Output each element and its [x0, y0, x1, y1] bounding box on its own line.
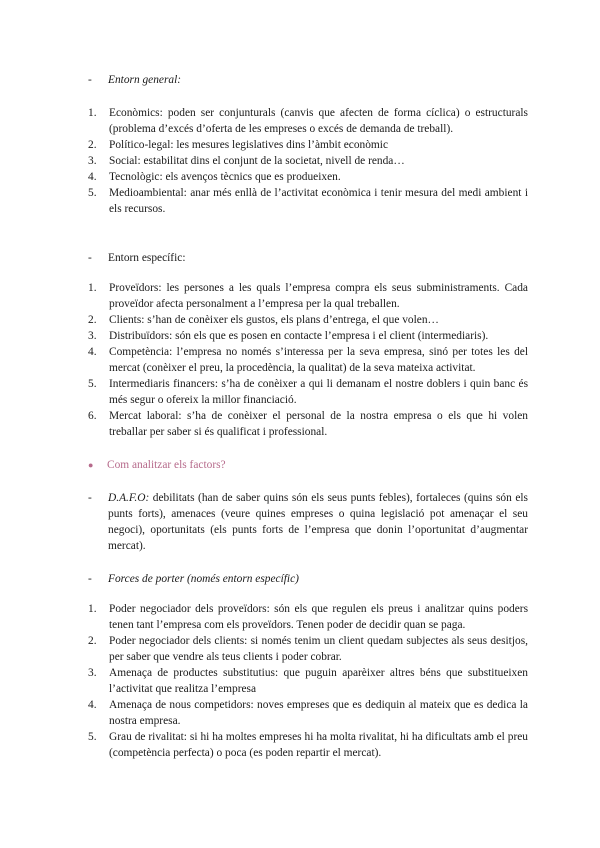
item-text: Político-legal: les mesures legislatives dins l’àmbit econòmic: [109, 139, 389, 151]
item-number: 5.: [88, 378, 97, 390]
item-number: 2.: [88, 139, 97, 151]
question-text: Com analitzar els factors?: [107, 459, 226, 471]
item-text: Tecnològic: els avenços tècnics que es produeixen.: [109, 171, 341, 183]
item-number: 3.: [88, 155, 97, 167]
list-item: [88, 729, 528, 761]
item-text: Proveïdors: les persones a les quals l’empresa compra els seus subministraments. Cada proveïdor afecta personalment a l’empresa per la qual treballen.: [109, 282, 528, 310]
heading-text: Entorn general:: [108, 74, 182, 86]
list-item: [88, 153, 528, 169]
dafo-body: [108, 490, 528, 554]
dash-marker: -: [88, 74, 92, 86]
item-number: 2.: [88, 314, 97, 326]
item-number: 4.: [88, 171, 97, 183]
list-item: [88, 137, 528, 153]
list-item: [88, 185, 528, 217]
dafo-paragraph: [88, 490, 528, 554]
list-item: [88, 344, 528, 376]
list-forces-porter: [88, 601, 528, 761]
heading-text: Forces de porter (només entorn específic): [108, 573, 299, 585]
item-number: 1.: [88, 107, 97, 119]
list-entorn-general: [88, 105, 528, 217]
item-text: Distribuïdors: són els que es posen en contacte l’empresa i el client (intermediaris).: [109, 330, 489, 342]
item-text: Mercat laboral: s’ha de conèixer el personal de la nostra empresa o els que hi volen treballar per saber si és qualificat i professional.: [109, 410, 528, 438]
item-number: 4.: [88, 346, 97, 358]
list-item: [88, 328, 528, 344]
item-text: Clients: s’han de conèixer els gustos, els plans d’entrega, el que volen…: [109, 314, 439, 326]
item-text: Medioambiental: anar més enllà de l’activitat econòmica i tenir mesura del medi ambient i els recursos.: [109, 187, 528, 215]
item-number: 2.: [88, 635, 97, 647]
item-text: Amenaça de productes substitutius: que puguin aparèixer altres béns que substitueixen l’activitat que realitza l’empresa: [109, 667, 528, 695]
list-item: [88, 633, 528, 665]
dash-marker: -: [88, 573, 92, 585]
item-number: 5.: [88, 187, 97, 199]
list-item: [88, 280, 528, 312]
list-item: [88, 601, 528, 633]
item-text: Poder negociador dels proveïdors: són els que regulen els preus i analitzar quins poders tenen tant l’empresa com els proveïdors. Tenen poder de decidir quan se paga.: [109, 603, 528, 631]
item-text: Social: estabilitat dins el conjunt de la societat, nivell de renda…: [109, 155, 405, 167]
heading-text: Entorn específic:: [108, 252, 186, 264]
item-number: 1.: [88, 603, 97, 615]
item-number: 3.: [88, 667, 97, 679]
item-text: Econòmics: poden ser conjunturals (canvis que afecten de forma cíclica) o estructurals (problema d’excés d’oferta de les empreses o excés de demanda de treball).: [109, 107, 528, 135]
item-text: Amenaça de nous competidors: noves empreses que es dediquin al mateix que es dedica la nostra empresa.: [109, 699, 528, 727]
list-item: [88, 665, 528, 697]
dafo-text: debilitats (han de saber quins són els seus punts febles), fortaleces (quins són els punts forts), amenaces (veure quines empreses o quina legislació pot amenaçar el seu negoci), oportunitats (els punts forts de l’empresa que donin l’oportunitat d’augmentar mercat).: [108, 492, 528, 552]
item-number: 5.: [88, 731, 97, 743]
item-number: 6.: [88, 410, 97, 422]
list-item: [88, 376, 528, 408]
item-number: 3.: [88, 330, 97, 342]
list-item: [88, 169, 528, 185]
bullet-icon: ●: [88, 460, 94, 470]
item-text: Poder negociador dels clients: si només tenim un client quedam subjectes als seus desitjos, per saber que vendre als teus clients i poder cobrar.: [109, 635, 528, 663]
dash-marker: -: [88, 252, 92, 264]
dafo-label: D.A.F.O:: [108, 492, 150, 504]
item-text: Intermediaris financers: s’ha de conèixer a qui li demanam el nostre doblers i quin banc és més segur o ofereix la millor financiació.: [109, 378, 528, 406]
list-entorn-especific: [88, 280, 528, 440]
list-item: [88, 105, 528, 137]
item-text: Grau de rivalitat: si hi ha moltes empreses hi ha molta rivalitat, hi ha dificultats amb el preu (competència perfecta) o poca (es poden repartir el mercat).: [109, 731, 528, 759]
item-text: Competència: l’empresa no només s’interessa per la seva empresa, sinó per totes les del mercat (conèixer el preu, la procedència, la qualitat) de la seva mateixa activitat.: [109, 346, 528, 374]
list-item: [88, 697, 528, 729]
item-number: 4.: [88, 699, 97, 711]
dash-marker: -: [88, 492, 92, 504]
item-number: 1.: [88, 282, 97, 294]
list-item: [88, 312, 528, 328]
list-item: [88, 408, 528, 440]
